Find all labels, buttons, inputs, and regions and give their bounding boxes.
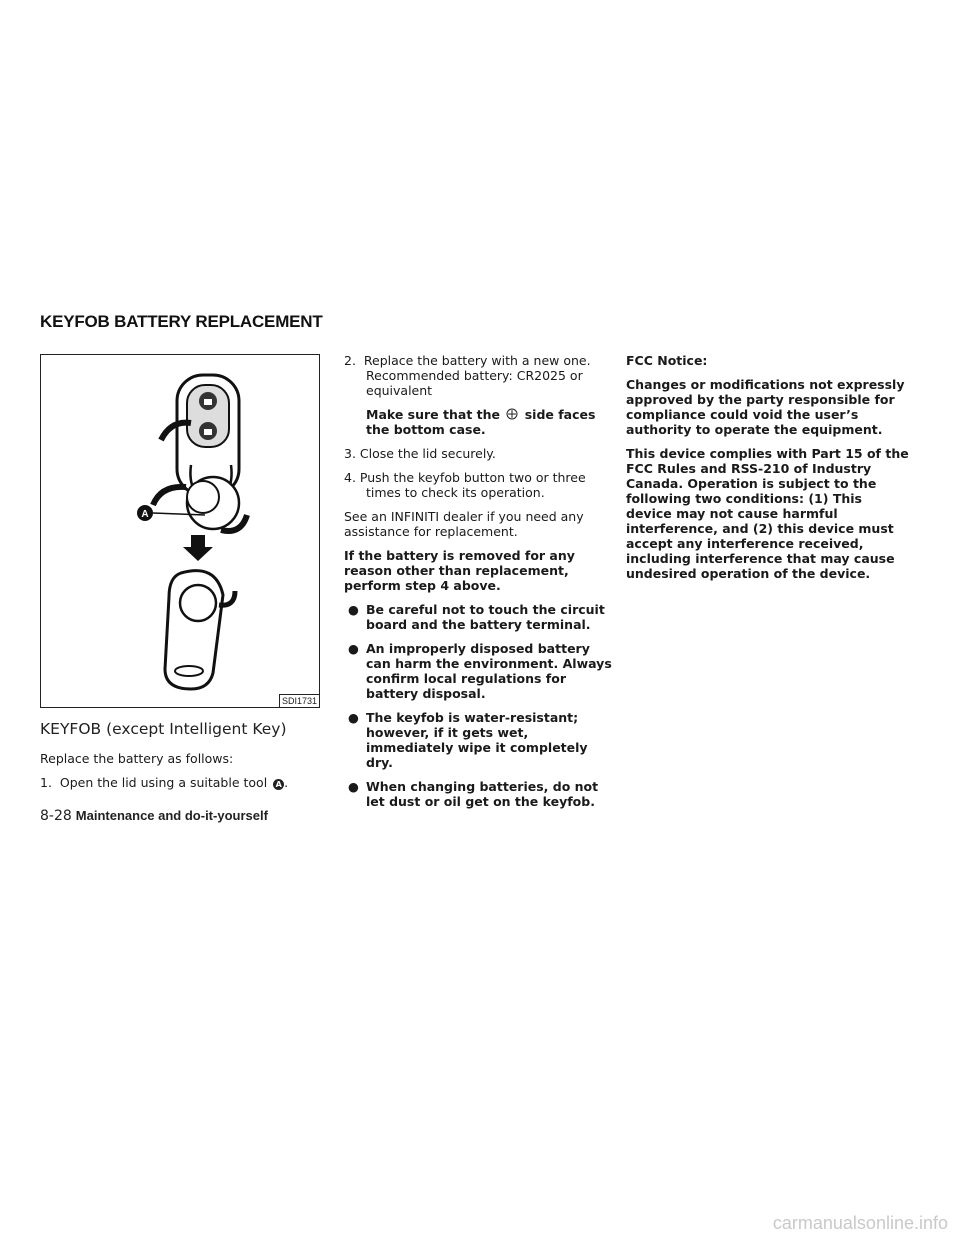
- callout-a-label: A: [141, 509, 149, 520]
- callout-a-inline-icon: A: [273, 779, 284, 790]
- lock-icon: [204, 399, 212, 405]
- column-3: [626, 353, 912, 590]
- step-3: 3. Close the lid securely.: [344, 446, 496, 461]
- fcc-title: FCC Notice:: [626, 353, 708, 368]
- step-4: 4. Push the keyfob button two or three times to check its operation.: [344, 470, 586, 500]
- section-title: KEYFOB BATTERY REPLACEMENT: [40, 312, 323, 331]
- unlock-icon: [204, 429, 212, 435]
- figure-code: SDI1731: [279, 694, 319, 707]
- step-2-battery: Recommended battery: CR2025 or equivalent: [366, 368, 583, 398]
- step-2-note: Make sure that the side faces the bottom case.: [366, 407, 596, 437]
- step-2: 2. Replace the battery with a new one.: [344, 353, 591, 368]
- removed-text: If the battery is removed for any reason other than replacement, perform step 4 above.: [344, 548, 575, 593]
- keyfob-illustration: [41, 355, 319, 707]
- subheading: KEYFOB (except Intelligent Key): [40, 720, 287, 738]
- intro-text: Replace the battery as follows:: [40, 751, 234, 766]
- column-1: [40, 751, 325, 799]
- page-number: 8-28: [40, 808, 72, 824]
- bullet-item: ● When changing batteries, do not let dust or oil get on the keyfob.: [348, 779, 599, 809]
- page-footer: [40, 808, 268, 824]
- keyfob-figure: [40, 354, 320, 708]
- watermark: carmanualsonline.info: [772, 1213, 948, 1233]
- dealer-text: See an INFINITI dealer if you need any assistance for replacement.: [344, 509, 584, 539]
- fcc-paragraph-2: This device complies with Part 15 of the FCC Rules and RSS-210 of Industry Canada. Operation is subject to the following two conditions: (1) This device may not cause harmful interference, and (2) this device must accept any interference received, including interference that may cause undesired operation of the device.: [626, 446, 909, 581]
- bullet-item: ● An improperly disposed battery can harm the environment. Always confirm local regulations for battery disposal.: [348, 641, 612, 701]
- fcc-paragraph-1: Changes or modifications not expressly approved by the party responsible for compliance could void the user’s authority to operate the equipment.: [626, 377, 905, 437]
- down-arrow-icon: [183, 535, 213, 561]
- plus-side-icon: [506, 408, 518, 420]
- column-2: [344, 353, 616, 818]
- step-1: 1. Open the lid using a suitable tool A .: [40, 775, 289, 790]
- footer-title: Maintenance and do-it-yourself: [75, 808, 268, 823]
- bullet-item: ● Be careful not to touch the circuit board and the battery terminal.: [348, 602, 605, 632]
- bullet-item: ● The keyfob is water-resistant; however, if it gets wet, immediately wipe it completely dry.: [348, 710, 588, 770]
